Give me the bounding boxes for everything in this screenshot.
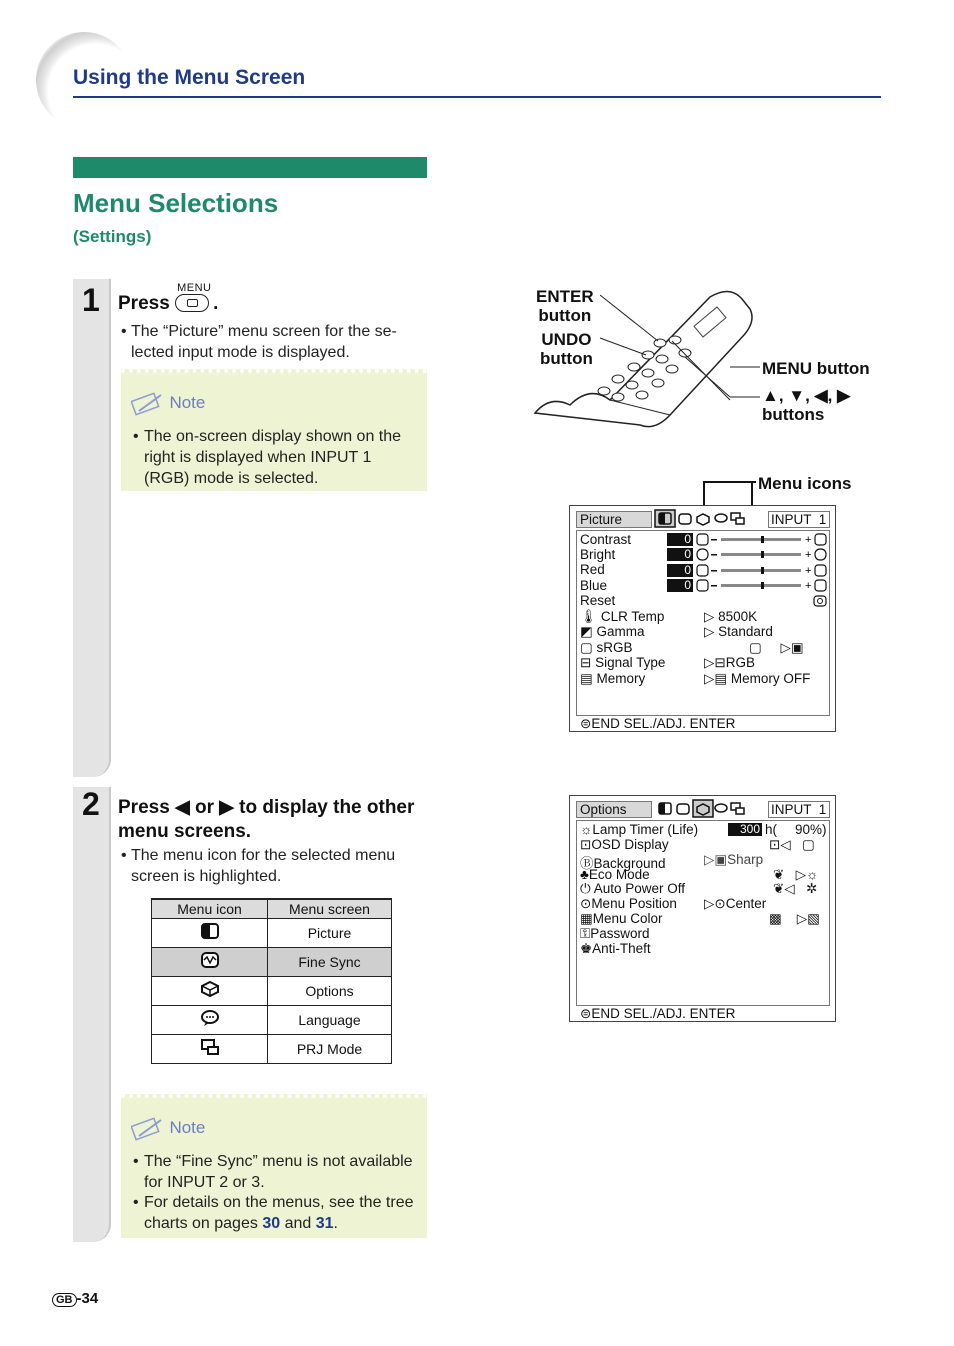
osd-options-tab-label: Options bbox=[580, 802, 627, 817]
table-row bbox=[152, 1034, 392, 1063]
osd-row-signal-type bbox=[580, 655, 665, 671]
osd-anti-theft-label: Anti-Theft bbox=[592, 941, 651, 956]
osd-tab-icons bbox=[654, 509, 754, 528]
osd-adjust-sliders bbox=[695, 533, 829, 595]
color-icon: ▦ bbox=[580, 911, 593, 926]
section-bar bbox=[73, 157, 427, 178]
background-icon: Ⓑ bbox=[580, 856, 594, 871]
header-rule bbox=[73, 96, 881, 98]
osd-gamma-value-text: Standard bbox=[718, 624, 773, 639]
osd-picture-screen bbox=[569, 505, 836, 732]
undo-label: UNDO bbox=[541, 330, 592, 349]
menu-icon-table bbox=[151, 898, 392, 1064]
options-menu-icon bbox=[199, 980, 221, 998]
region-badge: GB bbox=[52, 1293, 77, 1307]
page-link-31[interactable]: 31 bbox=[315, 1215, 334, 1232]
svg-text:+: + bbox=[805, 580, 812, 592]
osd-row-bright: Bright bbox=[580, 547, 616, 562]
osd-memory-value: ▷▤ Memory OFF bbox=[704, 671, 811, 686]
osd-picture-body bbox=[576, 530, 830, 716]
step2-note-and: and bbox=[284, 1215, 312, 1232]
osd-menu-color-label: Menu Color bbox=[592, 911, 663, 926]
osd-row-osd-display bbox=[580, 837, 669, 853]
osd-auto-power-label: Auto Power Off bbox=[593, 881, 685, 896]
osd-row-password bbox=[580, 926, 650, 942]
osd-gamma-label: Gamma bbox=[596, 624, 645, 639]
step1-note-label: Note bbox=[169, 393, 206, 413]
step1-bullet: • The “Picture” menu screen for the se-lected input mode is displayed. bbox=[121, 321, 421, 363]
osd-row-red: Red bbox=[580, 562, 605, 577]
svg-text:+: + bbox=[805, 534, 812, 546]
osd-picture-input-label: INPUT 1 bbox=[771, 512, 827, 527]
step2-note-label: Note bbox=[169, 1118, 206, 1138]
enter-label-2: button bbox=[538, 306, 592, 325]
osd-row-reset: Reset bbox=[580, 593, 616, 608]
arrows-label: ▲, ▼, ◀, ▶ bbox=[762, 386, 851, 405]
osd-memory-value-text: Memory OFF bbox=[730, 671, 811, 686]
osd-memory-label: Memory bbox=[596, 671, 646, 686]
page-header-title: Using the Menu Screen bbox=[73, 66, 306, 89]
osd-row-auto-power-off bbox=[580, 881, 685, 897]
undo-button-callout bbox=[540, 330, 593, 368]
table-cell-language: Language bbox=[268, 1005, 392, 1034]
osd-signal-type-value: ▷⊟RGB bbox=[704, 655, 755, 670]
osd-tab-icons bbox=[654, 799, 754, 818]
osd-background-label: Background bbox=[593, 856, 666, 871]
osd-color-toggle-icons: ▩ ▷▧ bbox=[769, 911, 820, 926]
step2-note-box bbox=[121, 1094, 427, 1238]
menu-button-callout: MENU button bbox=[762, 359, 870, 378]
table-row bbox=[152, 1005, 392, 1034]
page-link-30[interactable]: 30 bbox=[262, 1215, 281, 1232]
power-icon: ⏻ bbox=[580, 881, 591, 896]
table-cell-fine-sync: Fine Sync bbox=[268, 947, 392, 976]
step1-note-header bbox=[131, 391, 205, 417]
step2-number: 2 bbox=[82, 786, 100, 822]
page-number bbox=[52, 1290, 98, 1307]
osd-clr-temp-value-text: 8500K bbox=[718, 609, 758, 624]
srgb-icon: ▢ bbox=[580, 640, 593, 655]
osd-row-clr-temp bbox=[580, 609, 664, 625]
step1-heading bbox=[118, 282, 218, 316]
osd-lamp-value: 300 bbox=[728, 823, 762, 836]
osd-options-footer-text: END SEL./ADJ. ENTER bbox=[591, 1006, 736, 1021]
table-header-icon: Menu icon bbox=[152, 899, 268, 918]
svg-text:+: + bbox=[805, 549, 812, 561]
menu-button-icon bbox=[175, 294, 209, 312]
table-row bbox=[152, 976, 392, 1005]
osd-options-input bbox=[768, 801, 830, 818]
section-subtitle: (Settings) bbox=[73, 227, 152, 246]
table-cell-prj-mode: PRJ Mode bbox=[268, 1034, 392, 1063]
osd-row-contrast: Contrast bbox=[580, 532, 632, 547]
osd-clr-temp-label: CLR Temp bbox=[600, 609, 665, 624]
step2-note-text1: The “Fine Sync” menu is not available for INPUT 2 or 3. bbox=[144, 1153, 413, 1191]
table-cell-picture: Picture bbox=[268, 918, 392, 947]
osd-background-value-text: Sharp bbox=[727, 852, 764, 867]
osd-contrast-value: 0 bbox=[667, 533, 693, 546]
osd-row-anti-theft bbox=[580, 941, 651, 957]
osd-menu-position-value-text: Center bbox=[725, 896, 767, 911]
picture-menu-icon bbox=[199, 922, 221, 940]
undo-label-2: button bbox=[540, 349, 593, 368]
osd-password-label: Password bbox=[590, 926, 650, 941]
osd-options-tab bbox=[576, 801, 652, 818]
osd-options-footer: ⊜END SEL./ADJ. ENTER bbox=[580, 1006, 736, 1021]
person-lock-icon: ♚ bbox=[580, 941, 593, 956]
step1-bullet-text: The “Picture” menu screen for the se-lected input mode is displayed. bbox=[131, 323, 397, 361]
reset-icon bbox=[813, 595, 827, 607]
osd-row-eco-mode bbox=[580, 867, 650, 882]
osd-row-menu-color bbox=[580, 911, 663, 927]
osd-options-screen bbox=[569, 795, 836, 1022]
enter-label: ENTER bbox=[536, 287, 594, 306]
step2-or-text: or bbox=[194, 797, 214, 818]
step2-bullet-text: The menu icon for the selected menu screen is highlighted. bbox=[131, 847, 396, 885]
position-icon: ⊙ bbox=[580, 896, 592, 911]
eco-icon: ♣ bbox=[580, 867, 589, 882]
table-row bbox=[152, 918, 392, 947]
osd-row-menu-position bbox=[580, 896, 677, 912]
step2-note-text2 bbox=[133, 1192, 421, 1234]
step2-heading-text2: menu screens. bbox=[118, 821, 252, 842]
osd-row-blue: Blue bbox=[580, 578, 608, 593]
osd-signal-type-value-text: RGB bbox=[725, 655, 755, 670]
osd-background-value: ▷▣Sharp bbox=[704, 852, 764, 867]
menu-icons-callout: Menu icons bbox=[758, 474, 852, 493]
table-cell-options: Options bbox=[268, 976, 392, 1005]
step2-press-text: Press bbox=[118, 797, 170, 818]
osd-picture-footer-text: END SEL./ADJ. ENTER bbox=[591, 716, 736, 731]
step1-note-text: The on-screen display shown on the right is displayed when INPUT 1 (RGB) mode is selected. bbox=[144, 428, 402, 487]
osd-picture-tab-label: Picture bbox=[580, 512, 623, 527]
page-number-text: -34 bbox=[76, 1290, 99, 1307]
osd-lamp-unit: h( bbox=[765, 822, 778, 837]
osd-gamma-value: ▷ Standard bbox=[704, 624, 773, 639]
table-row bbox=[152, 947, 392, 976]
lamp-icon: ☼ bbox=[580, 822, 593, 837]
osd-menu-position-label: Menu Position bbox=[591, 896, 677, 911]
svg-text:+: + bbox=[805, 565, 812, 577]
osd-display-label: OSD Display bbox=[591, 837, 669, 852]
thermometer-icon: 🌡 bbox=[580, 609, 598, 624]
osd-srgb-toggle-icons: ▢ ▷▣ bbox=[749, 640, 804, 655]
step2-note-bullet2: • For details on the menus, see the tree charts on pages 30 and 31. bbox=[133, 1192, 421, 1234]
pencil-note-icon bbox=[131, 1116, 165, 1142]
language-menu-icon bbox=[199, 1009, 221, 1027]
osd-row-gamma bbox=[580, 624, 645, 640]
memory-icon: ▤ bbox=[580, 671, 593, 686]
step1-number: 1 bbox=[82, 282, 100, 318]
table-header-screen: Menu screen bbox=[268, 899, 392, 918]
step1-press-text: Press bbox=[118, 293, 170, 314]
osd-row-memory bbox=[580, 671, 645, 687]
osd-options-menu-icons bbox=[654, 799, 754, 818]
prj-mode-menu-icon bbox=[199, 1038, 221, 1056]
osd-picture-input bbox=[768, 511, 830, 528]
step2-heading-text: to display the other bbox=[239, 797, 415, 818]
osd-bright-value: 0 bbox=[667, 548, 693, 561]
osd-display-toggle-icons: ⊡◁ ▢ bbox=[769, 837, 815, 852]
step2-bullet: • The menu icon for the selected menu screen is highlighted. bbox=[121, 845, 421, 887]
osd-display-icon: ⊡ bbox=[580, 837, 592, 852]
step2-note-end: . bbox=[333, 1215, 338, 1232]
osd-srgb-label: sRGB bbox=[596, 640, 633, 655]
step2-rail bbox=[73, 787, 111, 1242]
enter-button-callout bbox=[536, 287, 594, 325]
osd-row-srgb bbox=[580, 640, 633, 656]
osd-picture-tab bbox=[576, 511, 652, 528]
step1-period: . bbox=[213, 293, 219, 314]
step1-note-bullet: • The on-screen display shown on the right is displayed when INPUT 1 (RGB) mode is selected. bbox=[133, 426, 421, 489]
step2-note-text2-a: For details on the menus, see the tree charts on pages bbox=[144, 1194, 414, 1232]
fine-sync-menu-icon bbox=[199, 951, 221, 969]
signal-icon: ⊟ bbox=[580, 655, 592, 670]
key-icon: ⚿ bbox=[580, 926, 591, 941]
osd-blue-value: 0 bbox=[667, 579, 693, 592]
osd-eco-label: Eco Mode bbox=[588, 867, 650, 882]
menu-button-glyph bbox=[175, 282, 213, 316]
step2-heading bbox=[118, 796, 428, 844]
osd-options-input-label: INPUT 1 bbox=[771, 802, 827, 817]
osd-lamp-label: Lamp Timer (Life) bbox=[592, 822, 699, 837]
step1-note-box bbox=[121, 369, 427, 491]
left-arrow-icon: ◀ bbox=[175, 797, 190, 818]
gamma-icon: ◩ bbox=[580, 624, 593, 639]
arrows-label-2: buttons bbox=[762, 405, 825, 424]
right-arrow-icon: ▶ bbox=[219, 797, 234, 818]
section-title: Menu Selections bbox=[73, 188, 279, 218]
step2-note-header bbox=[131, 1116, 205, 1142]
osd-menu-position-value: ▷⊙Center bbox=[704, 896, 767, 911]
osd-picture-menu-icons bbox=[654, 509, 754, 528]
osd-eco-toggle-icons: ❦ ▷☼ bbox=[773, 867, 819, 882]
step1-rail bbox=[73, 279, 111, 777]
osd-picture-footer: ⊜END SEL./ADJ. ENTER bbox=[580, 716, 736, 731]
osd-row-lamp-timer bbox=[580, 822, 698, 837]
osd-options-body bbox=[576, 820, 830, 1006]
arrow-buttons-callout bbox=[762, 386, 850, 424]
osd-lamp-pct: 90%) bbox=[795, 822, 827, 837]
osd-signal-type-label: Signal Type bbox=[595, 655, 666, 670]
osd-clr-temp-value: ▷ 8500K bbox=[704, 609, 758, 624]
osd-power-toggle-icons: ❦◁ ✲ bbox=[773, 881, 818, 896]
menu-button-caption: MENU bbox=[177, 282, 212, 294]
osd-red-value: 0 bbox=[667, 564, 693, 577]
step2-note-bullet1: • The “Fine Sync” menu is not available for INPUT 2 or 3. bbox=[133, 1151, 421, 1193]
pencil-note-icon bbox=[131, 391, 165, 417]
